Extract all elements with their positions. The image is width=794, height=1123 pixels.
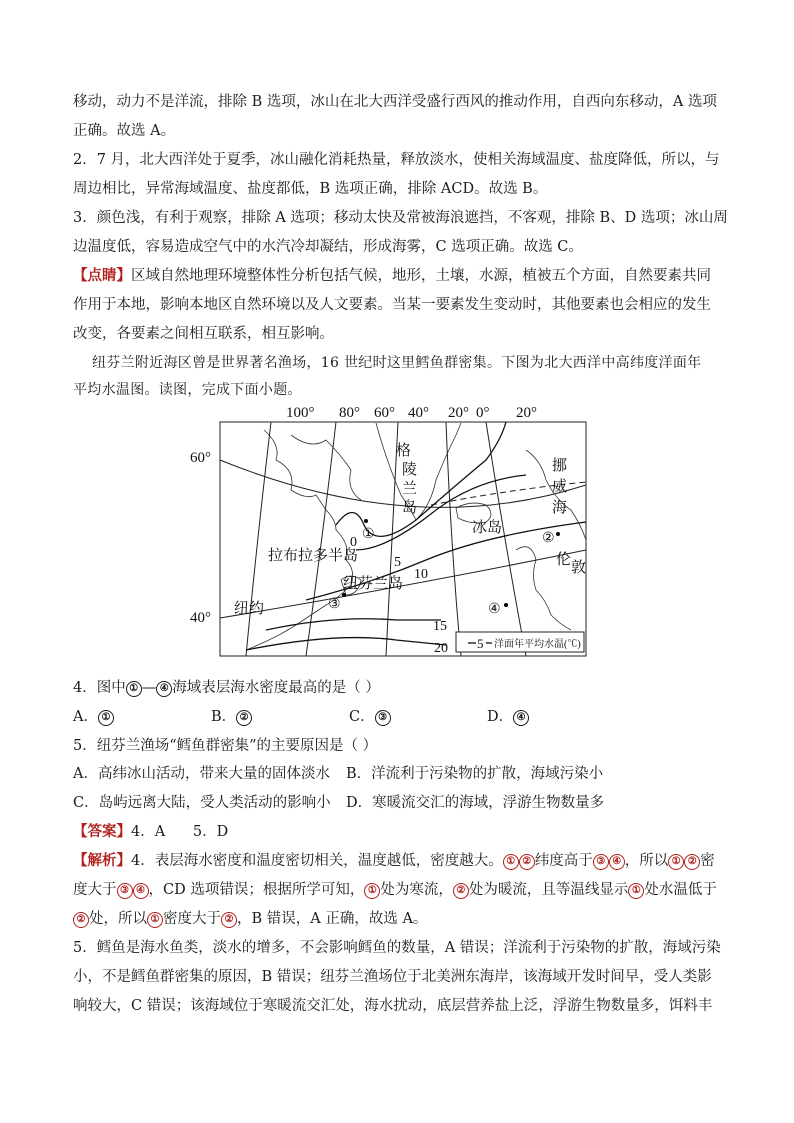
marker-2: ② [542, 531, 555, 546]
analysis-q4-line-1: 【解析】4．表层海水密度和温度密切相关，温度越低，密度越大。 ① ② 纬度高于 ③ ④ ，所以 ① ② 密 [73, 852, 715, 869]
marker-3: ③ [328, 597, 341, 612]
lon-label-60: 60° [374, 405, 395, 421]
greenland-char-1: 格 [396, 443, 412, 459]
analysis-q5-line-2: 小，不是鳕鱼群密集的原因，B 错误；纽芬兰渔场位于北美洲东海岸，该海域开发时间早，受人类影 [73, 969, 712, 985]
isotherm-label-10: 10 [414, 567, 428, 582]
q4-stem [73, 678, 380, 698]
q4-option-c-mark: ③ [375, 710, 391, 726]
q5-option-b: B．洋流利于污染物的扩散，海域污染小 [346, 766, 604, 782]
lon-label-0: 0° [476, 405, 490, 421]
newfoundland-label: 纽芬兰岛 [343, 576, 404, 592]
q4-option-c: C． ③ [349, 707, 391, 727]
isotherm-label-5: 5 [394, 555, 401, 570]
lon-label-40: 40° [408, 405, 429, 421]
q4-stem-b: 海域表层海水密度最高的是（ ） [172, 680, 380, 696]
analysis-tag: 【解析】 [73, 852, 131, 869]
analysis-q5-line-3: 响较大，C 错误；该海域位于寒暖流交汇处，海水扰动，底层营养盐上泛，浮游生物数量多，饵料丰 [73, 998, 713, 1014]
q3-expl-line-2: 边温度低，容易造成空气中的水汽冷却凝结，形成海雾，C 选项正确。故选 C。 [73, 239, 583, 255]
legend-value: 5 [477, 636, 484, 651]
london-char-2: 敦 [571, 560, 587, 576]
q4-stem-a: 4．图中 [73, 680, 126, 696]
answer-line [73, 822, 228, 842]
q5-option-d: D．寒暖流交汇的海域，浮游生物数量多 [346, 795, 605, 811]
q4-option-d-mark: ④ [513, 710, 529, 726]
point-tag: 【点睛】 [73, 267, 131, 284]
lon-label-100: 100° [286, 405, 315, 421]
lat-label-60: 60° [190, 450, 211, 466]
lon-label-20w: 20° [448, 405, 469, 421]
labrador-label: 拉布拉多半岛 [268, 548, 359, 564]
q4-option-a-mark: ① [98, 710, 114, 726]
answer-text: 4．A 5．D [131, 824, 229, 840]
q4-option-b: B． ② [211, 707, 252, 727]
isotherm-15 [266, 619, 441, 630]
london-char-1: 伦 [556, 552, 572, 568]
north-atlantic-temperature-map [186, 400, 602, 662]
prev-expl-line-1: 移动，动力不是洋流，排除 B 选项，冰山在北大西洋受盛行西风的推动作用，自西向东移动，A 选项 [73, 94, 717, 110]
marker-1: ① [362, 527, 375, 542]
lat-label-40: 40° [190, 610, 211, 626]
lon-label-80: 80° [339, 405, 360, 421]
point-line-1 [73, 266, 711, 286]
q4-mark-4: ④ [156, 681, 172, 697]
isotherm-label-0: 0 [350, 535, 357, 550]
norway-sea-char-3: 海 [552, 500, 568, 516]
greenland-char-3: 兰 [402, 481, 418, 497]
intro-line-1: 纽芬兰附近海区曾是世界著名渔场，16 世纪时这里鳕鱼群密集。下图为北大西洋中高纬度洋面年 [92, 355, 702, 371]
iceland-label: 冰岛 [472, 520, 503, 536]
isotherm-label-20: 20 [434, 641, 448, 656]
legend-label: 洋面年平均水温(℃) [494, 639, 581, 650]
greenland-char-4: 岛 [402, 500, 418, 516]
norway-sea-char-2: 威 [552, 479, 568, 495]
analysis-q4-line-3: ② 处，所以 ① 密度大于 ② ，B 错误，A 正确，故选 A。 [73, 909, 427, 929]
lon-label-20e: 20° [516, 405, 537, 421]
analysis-q5-line-1: 5．鳕鱼是海水鱼类，淡水的增多，不会影响鳕鱼的数量，A 错误；洋流利于污染物的扩散，海域污染 [73, 940, 721, 956]
greenland-char-2: 陵 [402, 462, 418, 478]
prev-expl-line-2: 正确。故选 A。 [73, 123, 176, 139]
q5-option-c: C．岛屿远离大陆，受人类活动的影响小 [73, 795, 331, 811]
q2-expl-line-1: 2．7 月，北大西洋处于夏季，冰山融化消耗热量，释放淡水，使相关海域温度、盐度降低，所以，与 [73, 152, 720, 168]
isotherm-label-15: 15 [433, 619, 447, 634]
q4-mark-1: ① [126, 681, 142, 697]
newyork-label: 纽约 [234, 601, 265, 617]
analysis-q4-line-2: 度大于 ③ ④ ，CD 选项错误；根据所学可知， ① 处为寒流， ② 处为暖流，且等温线显示 ① 处水温低于 [73, 882, 717, 898]
q4-option-d: D． ④ [487, 707, 529, 727]
point-line-2: 作用于本地，影响本地区自然环境以及人文要素。当某一要素发生变动时，其他要素也会相应的发生 [73, 297, 711, 313]
norway-sea-char-1: 挪 [552, 458, 568, 474]
point-text-1: 区域自然地理环境整体性分析包括气候，地形，土壤，水源，植被五个方面，自然要素共同 [131, 268, 711, 284]
q4-option-b-mark: ② [236, 710, 252, 726]
isotherm-20 [246, 638, 446, 650]
point-line-3: 改变，各要素之间相互联系，相互影响。 [73, 326, 334, 342]
q4-option-a: A． ① [73, 707, 114, 727]
coastlines [246, 423, 586, 650]
answer-tag: 【答案】 [73, 823, 131, 840]
q4-dash: — [141, 680, 157, 696]
q3-expl-line-1: 3．颜色浅，有利于观察，排除 A 选项；移动太快及常被海浪遮挡，不客观，排除 B、D 选项；冰山周 [73, 210, 728, 226]
q5-stem: 5．纽芬兰渔场“鳕鱼群密集”的主要原因是（ ） [73, 738, 378, 754]
isotherms [246, 422, 586, 650]
marker-4: ④ [488, 602, 501, 617]
q5-option-a: A．高纬冰山活动，带来大量的固体淡水 [73, 766, 330, 782]
intro-line-2: 平均水温图。读图，完成下面小题。 [73, 382, 302, 398]
q2-expl-line-2: 周边相比，异常海域温度、盐度都低，B 选项正确，排除 ACD。故选 B。 [73, 181, 548, 197]
